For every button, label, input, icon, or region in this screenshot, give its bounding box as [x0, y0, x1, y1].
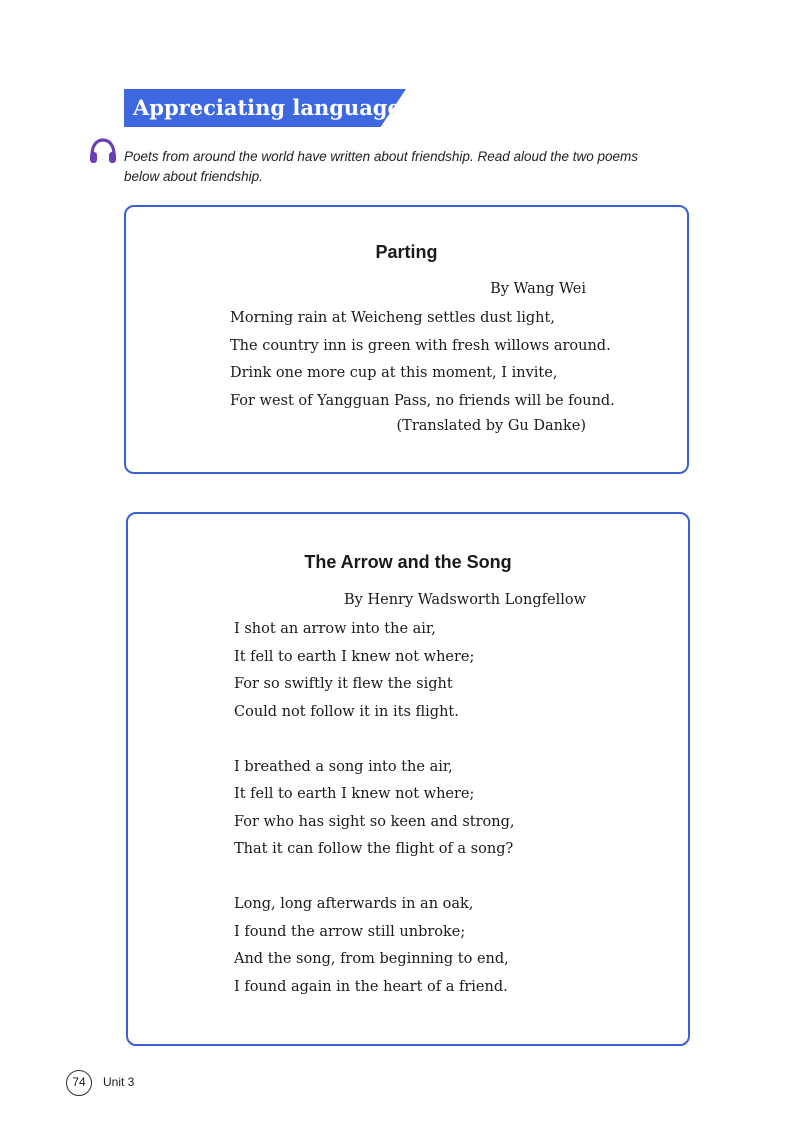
poem-translator: (Translated by Gu Danke) — [396, 418, 586, 434]
poem-line: That it can follow the flight of a song? — [234, 841, 514, 857]
page-number: 74 — [66, 1070, 92, 1096]
poem-stanza — [234, 616, 515, 726]
poem-title: Parting — [375, 242, 438, 262]
poem-author: By Wang Wei — [490, 281, 586, 297]
poem-line: Drink one more cup at this moment, I invite, — [230, 365, 558, 381]
poem-line: For who has sight so keen and strong, — [234, 813, 515, 830]
poem-line: The country inn is green with fresh willows around. — [230, 337, 611, 354]
poem-line: Morning rain at Weicheng settles dust light, — [230, 310, 555, 326]
unit-label: Unit 3 — [103, 1075, 135, 1089]
intro-line: Poets from around the world have written about friendship. Read aloud the two poems — [124, 149, 639, 164]
poem-line: I found again in the heart of a friend. — [234, 978, 508, 995]
poem-line: I shot an arrow into the air, — [234, 621, 436, 637]
poem-title: The Arrow and the Song — [304, 552, 512, 572]
poem-line: For so swiftly it flew the sight — [234, 676, 453, 692]
poem-line: I found the arrow still unbroke; — [234, 923, 466, 940]
section-title: Appreciating language — [133, 95, 401, 120]
poem-line: And the song, from beginning to end, — [234, 951, 509, 967]
poem-lines — [234, 616, 515, 1029]
poem-line: For west of Yangguan Pass, no friends will be found. — [230, 392, 615, 409]
poem-stanza — [234, 891, 515, 1001]
poem-stanza — [234, 754, 515, 864]
poem-line: I breathed a song into the air, — [234, 758, 453, 775]
intro-text — [124, 147, 684, 187]
poem-author: By Henry Wadsworth Longfellow — [344, 592, 586, 608]
poem-line: It fell to earth I knew not where; — [234, 648, 475, 665]
poem-line: Long, long afterwards in an oak, — [234, 896, 474, 912]
poem-lines — [230, 305, 615, 415]
intro-line: below about friendship. — [124, 169, 263, 184]
headphones-icon[interactable] — [88, 136, 118, 166]
poem-line: It fell to earth I knew not where; — [234, 786, 475, 802]
poem-line: Could not follow it in its flight. — [234, 703, 459, 720]
